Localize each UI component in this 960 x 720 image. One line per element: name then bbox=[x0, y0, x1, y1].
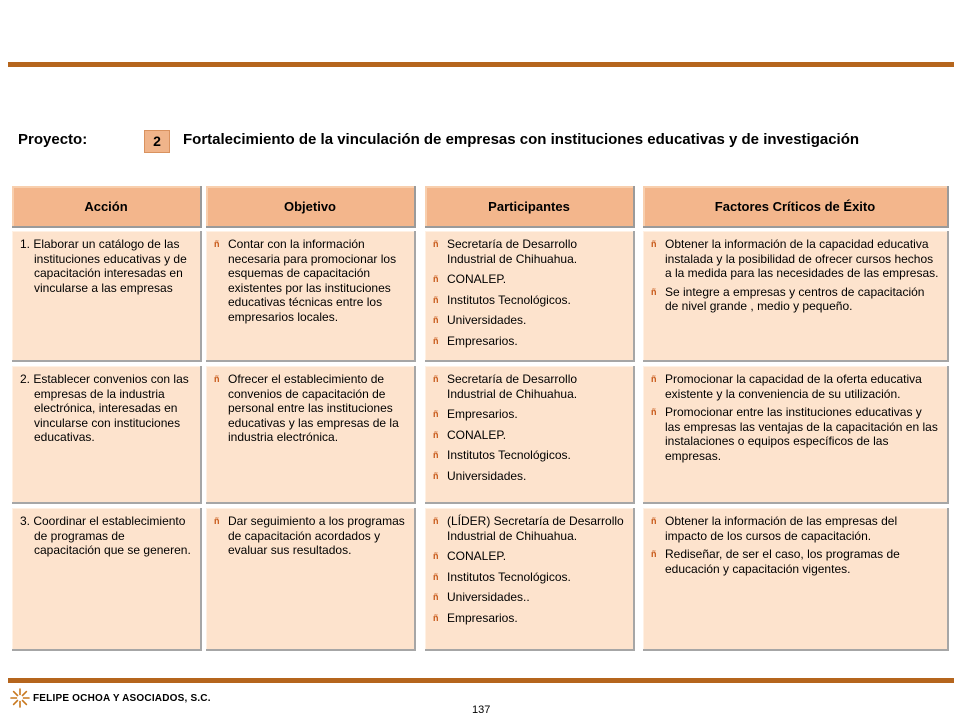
list-item: ñ Secretaría de Desarrollo Industrial de Chihuahua. bbox=[433, 237, 578, 266]
cell-factores-1 bbox=[643, 231, 949, 362]
list-item: ñ Empresarios. bbox=[433, 407, 518, 421]
cell-participantes-2 bbox=[425, 366, 635, 504]
accion-text: 1. Elaborar un catálogo de las instituciones educativas y de capacitación interesadas en vincularse a las empresas bbox=[20, 237, 187, 295]
list-item: ñ Contar con la información necesaria para promocionar los esquemas de capacitación existentes por las instituciones educativas técnicas entre los empresarios locales. bbox=[214, 237, 397, 324]
bullet-icon: ñ bbox=[433, 470, 439, 481]
list-item: ñ CONALEP. bbox=[433, 272, 507, 286]
header-accion: Acción bbox=[12, 186, 202, 228]
list-item: ñ Rediseñar, de ser el caso, los programas de educación y capacitación vigentes. bbox=[651, 547, 900, 576]
list-item: ñ Universidades.. bbox=[433, 590, 530, 604]
cell-objetivo-1 bbox=[206, 231, 416, 362]
bullet-icon: ñ bbox=[651, 239, 657, 249]
bullet-icon: ñ bbox=[214, 239, 220, 249]
bullet-icon: ñ bbox=[433, 335, 439, 346]
list-item: ñ Universidades. bbox=[433, 468, 527, 483]
header-objetivo: Objetivo bbox=[206, 186, 416, 228]
company-logo-icon bbox=[10, 688, 30, 708]
bullet-icon: ñ bbox=[433, 551, 439, 561]
cell-participantes-1 bbox=[425, 231, 635, 362]
bullet-icon: ñ bbox=[214, 516, 220, 526]
list-item: ñ Dar seguimiento a los programas de capacitación acordados y evaluar sus resultados. bbox=[214, 514, 405, 557]
header-participantes: Participantes bbox=[425, 186, 635, 228]
list-item: ñ Promocionar entre las instituciones educativas y las empresas las ventajas de la capacitación en las instalaciones o equipos específicos de las empresas. bbox=[651, 405, 938, 463]
list-item: ñ CONALEP. bbox=[433, 549, 507, 563]
cell-objetivo-3 bbox=[206, 508, 416, 651]
list-item: ñ Universidades. bbox=[433, 313, 527, 327]
list-item: ñ Empresarios. bbox=[433, 333, 518, 348]
bullet-icon: ñ bbox=[651, 374, 657, 384]
bullet-icon: ñ bbox=[433, 374, 439, 384]
bullet-icon: ñ bbox=[433, 571, 439, 582]
cell-factores-2 bbox=[643, 366, 949, 504]
top-rule bbox=[8, 62, 954, 67]
bullet-icon: ñ bbox=[651, 286, 657, 297]
list-item: ñ Institutos Tecnológicos. bbox=[433, 569, 571, 584]
bullet-icon: ñ bbox=[651, 407, 657, 417]
bullet-icon: ñ bbox=[433, 429, 439, 440]
list-item: ñ CONALEP. bbox=[433, 427, 507, 442]
bullet-icon: ñ bbox=[433, 592, 439, 602]
list-item: ñ Secretaría de Desarrollo Industrial de Chihuahua. bbox=[433, 372, 578, 401]
cell-accion-1 bbox=[12, 231, 202, 362]
project-number-badge: 2 bbox=[144, 130, 170, 153]
bullet-icon: ñ bbox=[433, 294, 439, 305]
list-item: ñ Se integre a empresas y centros de capacitación de nivel grande , medio y pequeño. bbox=[651, 284, 925, 313]
bullet-icon: ñ bbox=[433, 450, 439, 460]
bullet-icon: ñ bbox=[433, 315, 439, 325]
list-item: ñ (LÍDER) Secretaría de Desarrollo Industrial de Chihuahua. bbox=[433, 514, 624, 543]
bottom-rule bbox=[8, 678, 954, 683]
header-factores: Factores Críticos de Éxito bbox=[643, 186, 949, 228]
cell-factores-3 bbox=[643, 508, 949, 651]
list-item: ñ Obtener la información de las empresas del impacto de los cursos de capacitación. bbox=[651, 514, 898, 543]
list-item: ñ Empresarios. bbox=[433, 610, 518, 625]
bullet-icon: ñ bbox=[433, 516, 439, 526]
cell-accion-3 bbox=[12, 508, 202, 651]
list-item: ñ Institutos Tecnológicos. bbox=[433, 448, 571, 462]
bullet-icon: ñ bbox=[651, 549, 657, 559]
project-title: Fortalecimiento de la vinculación de empresas con instituciones educativas y de investigación bbox=[183, 131, 860, 148]
cell-participantes-3 bbox=[425, 508, 635, 651]
bullet-icon: ñ bbox=[433, 612, 439, 623]
bullet-icon: ñ bbox=[433, 239, 439, 249]
accion-text: 3. Coordinar el establecimiento de programas de capacitación que se generen. bbox=[20, 514, 191, 557]
list-item: ñ Promocionar la capacidad de la oferta educativa existente y la conveniencia de su utilización. bbox=[651, 372, 922, 401]
page-number: 137 bbox=[472, 704, 491, 716]
company-name: FELIPE OCHOA Y ASOCIADOS, S.C. bbox=[33, 693, 211, 704]
bullet-icon: ñ bbox=[433, 274, 439, 284]
bullet-icon: ñ bbox=[433, 409, 439, 419]
list-item: ñ Institutos Tecnológicos. bbox=[433, 292, 571, 307]
cell-accion-2 bbox=[12, 366, 202, 504]
accion-text: 2. Establecer convenios con las empresas de la industria electrónica, interesadas en vincularse con instituciones educativas. bbox=[20, 372, 189, 444]
list-item: ñ Obtener la información de la capacidad educativa instalada y la posibilidad de ofrecer cursos hechos a la medida para las necesidades de las empresas. bbox=[651, 237, 939, 280]
cell-objetivo-2 bbox=[206, 366, 416, 504]
project-label: Proyecto: bbox=[18, 131, 88, 148]
bullet-icon: ñ bbox=[214, 374, 220, 384]
list-item: ñ Ofrecer el establecimiento de convenios de capacitación de personal entre las instituciones educativas y las empresas de la industria electrónica. bbox=[214, 372, 399, 444]
bullet-icon: ñ bbox=[651, 516, 657, 526]
